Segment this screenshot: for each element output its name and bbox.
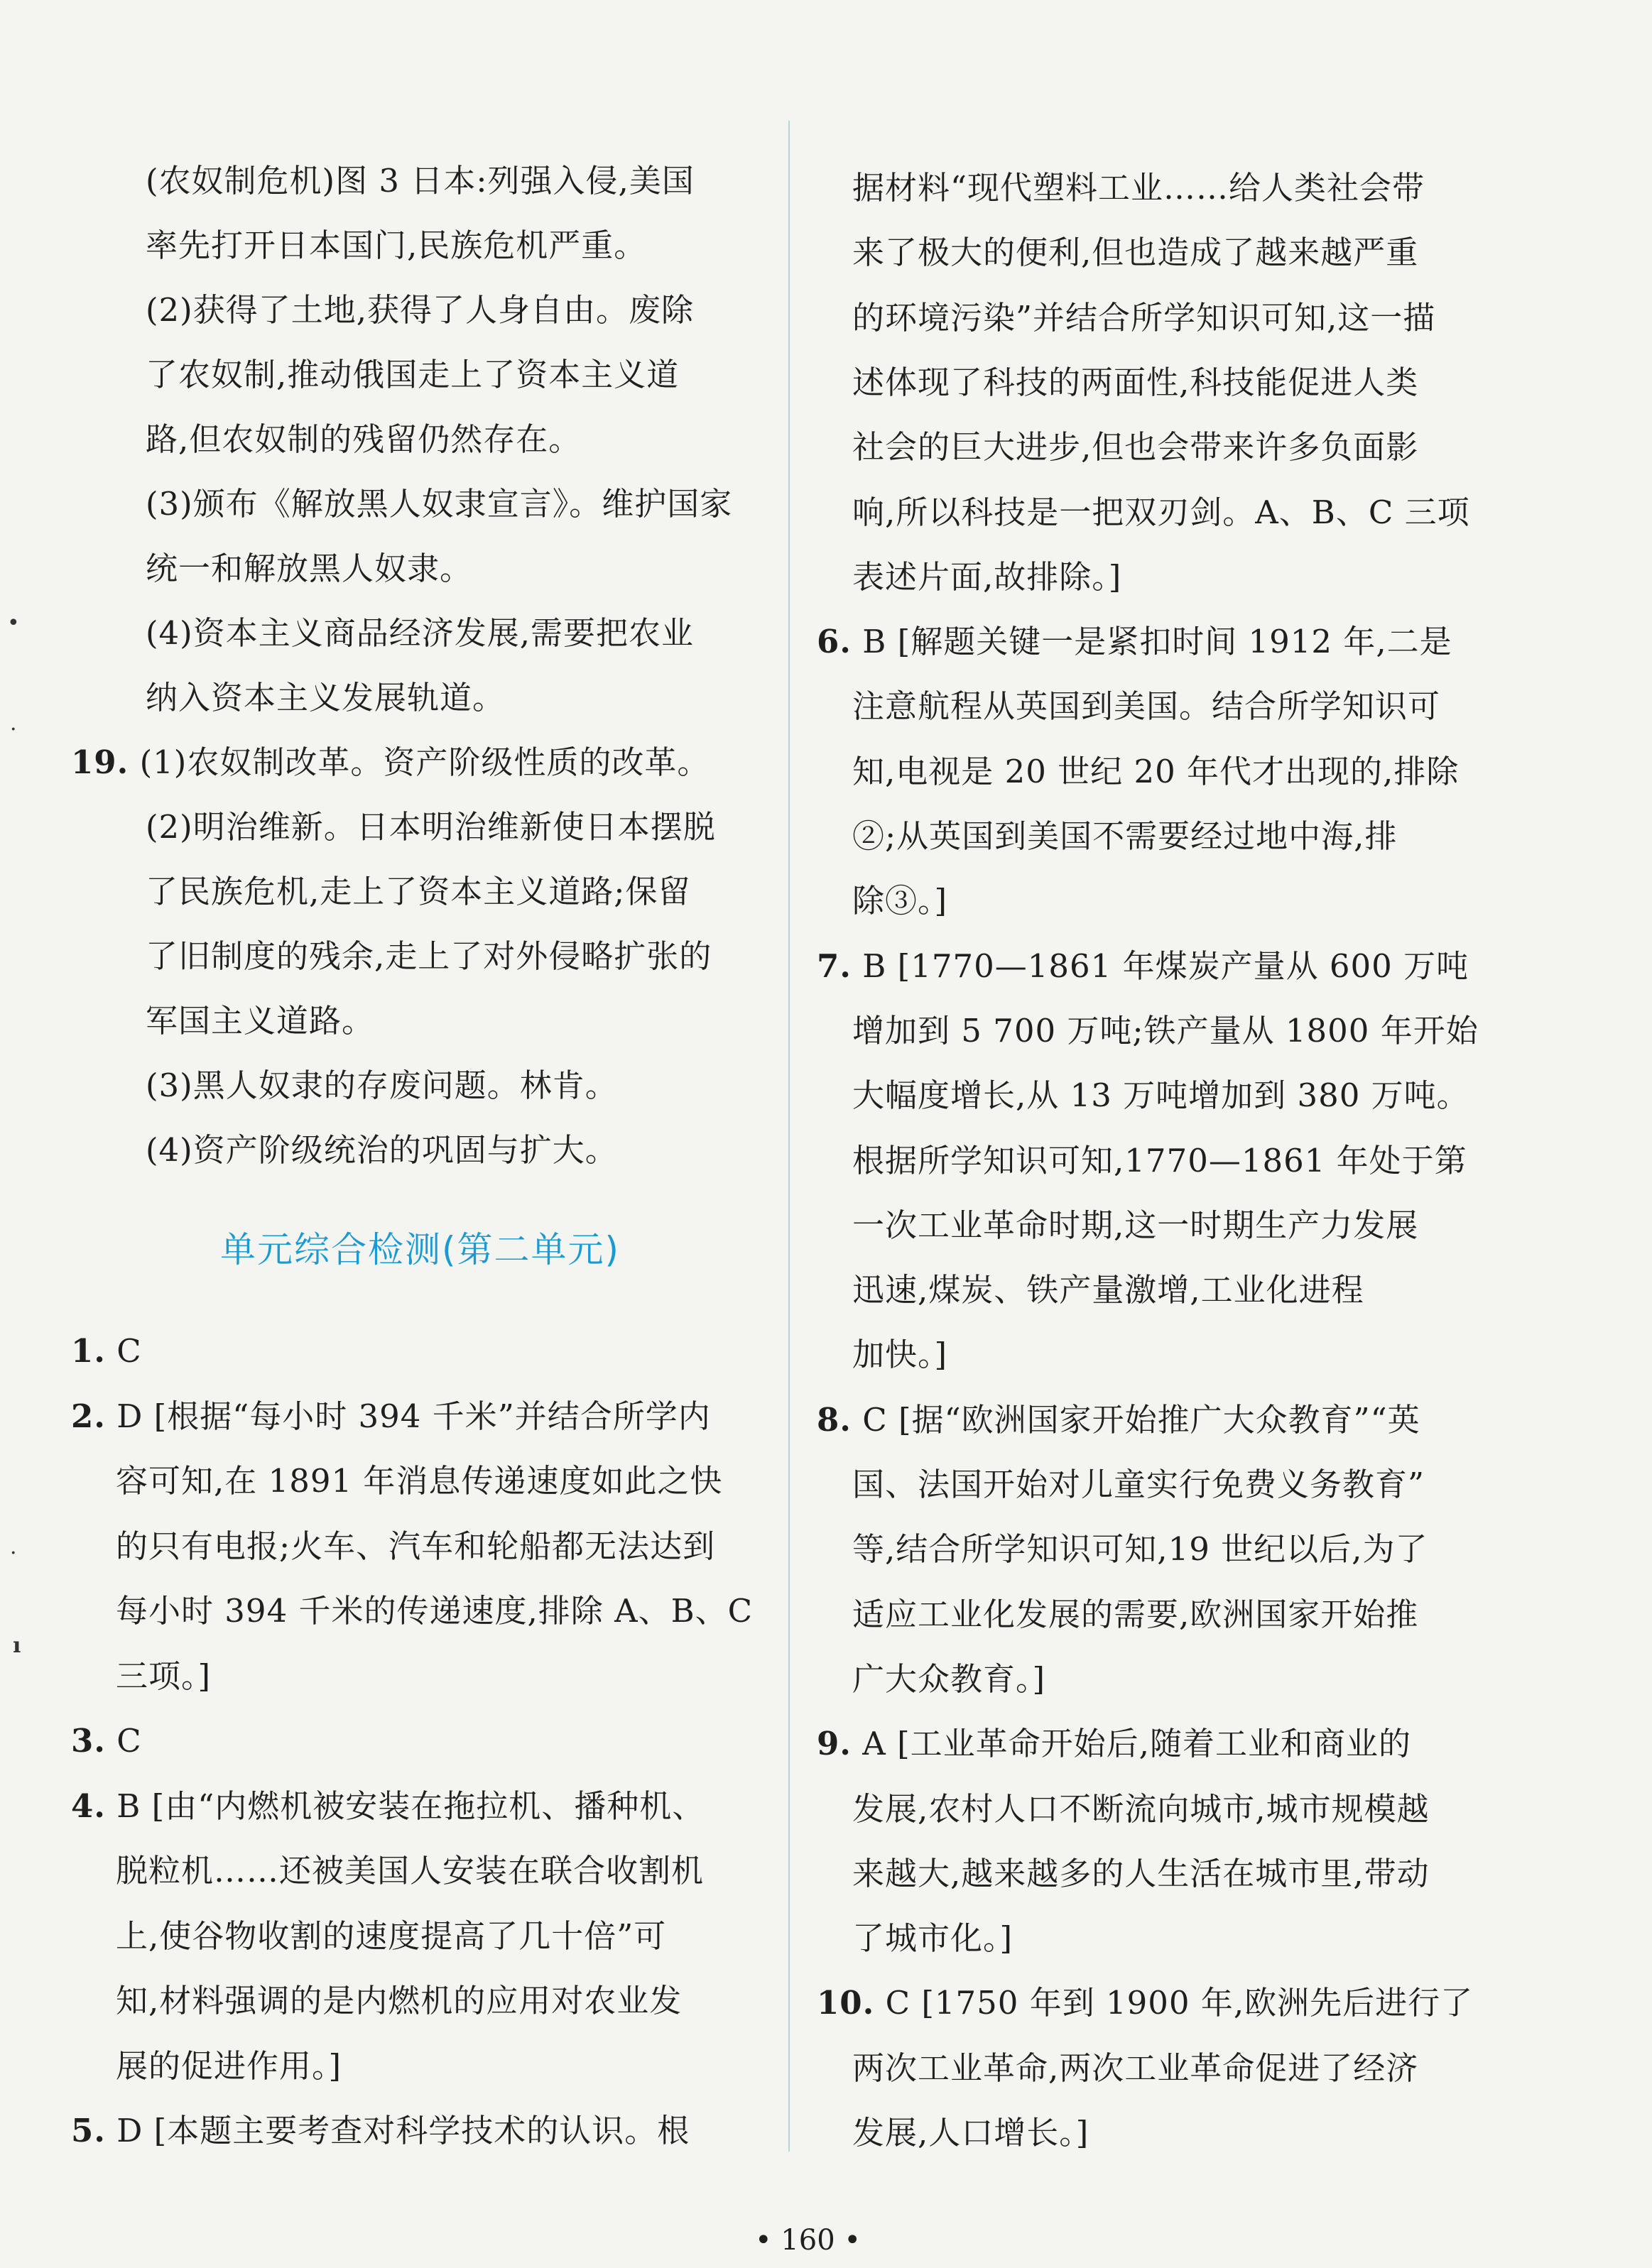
line-text: 响,所以科技是一把双刃剑。A、B、C 三项 bbox=[852, 493, 1470, 531]
text-line bbox=[71, 741, 710, 784]
text-line bbox=[116, 1525, 715, 1568]
question-number: 1. bbox=[71, 1332, 106, 1370]
line-text: B [由“内燃机被安装在拖拉机、播种机、 bbox=[116, 1787, 705, 1825]
line-text: C bbox=[116, 1332, 142, 1370]
line-text: 了农奴制,推动俄国走上了资本主义道 bbox=[146, 356, 680, 393]
column-divider bbox=[788, 121, 790, 2152]
line-text: 脱粒机……还被美国人安装在联合收割机 bbox=[116, 1852, 705, 1890]
line-text: 国、法国开始对儿童实行免费义务教育” bbox=[852, 1466, 1425, 1503]
text-line bbox=[146, 612, 694, 655]
question-number: 9. bbox=[817, 1725, 852, 1763]
text-line bbox=[852, 1658, 1045, 1701]
text-line bbox=[852, 167, 1425, 209]
text-line bbox=[817, 1399, 1420, 1441]
line-text: 一次工业革命时期,这一时期生产力发展 bbox=[852, 1206, 1419, 1244]
line-text: (4)资本主义商品经济发展,需要把农业 bbox=[146, 614, 695, 652]
line-text: (3)黑人奴隶的存废问题。林肯。 bbox=[146, 1067, 618, 1104]
line-text: 统一和解放黑人奴隶。 bbox=[146, 550, 473, 587]
text-line bbox=[146, 1129, 618, 1172]
section-heading: 单元综合检测(第二单元) bbox=[220, 1229, 621, 1270]
text-line bbox=[146, 547, 472, 590]
line-text: 发展,人口增长。] bbox=[852, 2114, 1089, 2152]
text-line bbox=[852, 231, 1418, 274]
line-text: 述体现了科技的两面性,科技能促进人类 bbox=[852, 363, 1419, 401]
line-text: 的环境污染”并结合所学知识可知,这一描 bbox=[852, 298, 1436, 337]
line-text: 发展,农村人口不断流向城市,城市规模越 bbox=[852, 1789, 1430, 1828]
question-number: 7. bbox=[817, 947, 852, 985]
line-text: 了民族危机,走上了资本主义道路;保留 bbox=[146, 873, 691, 910]
text-line bbox=[852, 426, 1418, 469]
text-line bbox=[146, 289, 694, 332]
text-line bbox=[116, 1850, 704, 1892]
text-line bbox=[852, 1010, 1479, 1052]
text-line bbox=[852, 751, 1459, 793]
text-line bbox=[146, 677, 505, 719]
line-text: 两次工业革命,两次工业革命促进了经济 bbox=[852, 2049, 1419, 2087]
text-line bbox=[146, 354, 679, 396]
line-text: 社会的巨大进步,但也会带来许多负面影 bbox=[852, 428, 1419, 467]
question-number: 8. bbox=[817, 1400, 852, 1439]
line-text: D [根据“每小时 394 千米”并结合所学内 bbox=[116, 1397, 711, 1435]
text-line bbox=[71, 2110, 690, 2152]
line-text: ②;从英国到美国不需要经过地中海,排 bbox=[852, 817, 1398, 855]
line-text: 了城市化。] bbox=[852, 1919, 1014, 1958]
text-line bbox=[116, 1590, 753, 1632]
line-text: 广大众教育。] bbox=[852, 1659, 1046, 1698]
text-line bbox=[852, 491, 1470, 534]
text-line bbox=[146, 1000, 374, 1042]
line-text: A [工业革命开始后,随着工业和商业的 bbox=[862, 1725, 1411, 1763]
line-text: C [据“欧洲国家开始推广大众教育”“英 bbox=[862, 1400, 1420, 1439]
question-number: 3. bbox=[71, 1722, 106, 1760]
question-number: 2. bbox=[71, 1397, 106, 1435]
text-line bbox=[71, 1395, 711, 1438]
line-text: 迅速,煤炭、铁产量激增,工业化进程 bbox=[852, 1271, 1364, 1309]
line-text: 纳入资本主义发展轨道。 bbox=[146, 679, 506, 716]
line-text: B [1770—1861 年煤炭产量从 600 万吨 bbox=[862, 947, 1469, 985]
text-line bbox=[146, 871, 690, 913]
line-text: 展的促进作用。] bbox=[116, 2046, 342, 2085]
text-line bbox=[852, 1788, 1430, 1831]
line-text: 的只有电报;火车、汽车和轮船都无法达到 bbox=[116, 1527, 716, 1565]
question-number: 5. bbox=[71, 2112, 106, 2149]
line-text: B [解题关键一是紧扣时间 1912 年,二是 bbox=[862, 623, 1452, 661]
text-line bbox=[852, 1463, 1425, 1506]
line-text: 知,电视是 20 世纪 20 年代才出现的,排除 bbox=[852, 752, 1460, 790]
line-text: (2)获得了土地,获得了人身自由。废除 bbox=[146, 291, 695, 329]
text-line bbox=[71, 1330, 142, 1373]
text-line bbox=[116, 1915, 666, 1958]
text-line bbox=[852, 1269, 1364, 1312]
page-number: • 160 • bbox=[755, 2224, 861, 2257]
line-text: 率先打开日本国门,民族危机严重。 bbox=[146, 227, 647, 264]
text-line bbox=[146, 160, 695, 202]
line-text: 增加到 5 700 万吨;铁产量从 1800 年开始 bbox=[852, 1011, 1479, 1050]
line-text: C bbox=[116, 1722, 142, 1760]
line-text: (2)明治维新。日本明治维新使日本摆脱 bbox=[146, 808, 716, 846]
text-line bbox=[852, 685, 1440, 728]
text-line bbox=[852, 1917, 1013, 1960]
line-text: (4)资产阶级统治的巩固与扩大。 bbox=[146, 1131, 618, 1169]
scan-mark: • bbox=[7, 611, 20, 636]
text-line bbox=[817, 1982, 1473, 2024]
line-text: 了旧制度的残余,走上了对外侵略扩张的 bbox=[146, 937, 712, 975]
line-text: 根据所学知识可知,1770—1861 年处于第 bbox=[852, 1141, 1467, 1179]
line-text: 三项。] bbox=[116, 1657, 212, 1695]
text-line bbox=[71, 1720, 142, 1762]
scan-mark: ı bbox=[13, 1633, 21, 1658]
text-line bbox=[116, 2045, 342, 2088]
text-line bbox=[852, 297, 1435, 339]
text-line bbox=[852, 556, 1121, 599]
line-text: 路,但农奴制的残留仍然存在。 bbox=[146, 420, 582, 458]
line-text: 来了极大的便利,但也造成了越来越严重 bbox=[852, 234, 1419, 272]
text-line bbox=[146, 224, 646, 267]
line-text: 等,结合所学知识可知,19 世纪以后,为了 bbox=[852, 1530, 1428, 1569]
text-line bbox=[852, 1140, 1467, 1182]
text-line bbox=[146, 418, 581, 461]
text-line bbox=[116, 1655, 211, 1698]
question-number: 10. bbox=[817, 1984, 875, 2022]
text-line bbox=[852, 1074, 1469, 1117]
text-line bbox=[852, 2047, 1418, 2090]
line-text: (3)颁布《解放黑人奴隶宣言》。维护国家 bbox=[146, 485, 733, 523]
question-number: 6. bbox=[817, 623, 852, 661]
line-text: (农奴制危机)图 3 日本:列强入侵,美国 bbox=[146, 162, 695, 200]
text-line bbox=[852, 815, 1397, 858]
text-line bbox=[146, 1064, 618, 1107]
text-line bbox=[817, 945, 1469, 988]
line-text: 军国主义道路。 bbox=[146, 1002, 375, 1040]
line-text: 适应工业化发展的需要,欧洲国家开始推 bbox=[852, 1595, 1419, 1633]
line-text: D [本题主要考查对科学技术的认识。根 bbox=[116, 2112, 690, 2149]
line-text: 知,材料强调的是内燃机的应用对农业发 bbox=[116, 1982, 683, 2019]
line-text: 每小时 394 千米的传递速度,排除 A、B、C bbox=[116, 1592, 754, 1630]
line-text: 加快。] bbox=[852, 1336, 948, 1374]
scan-mark: · bbox=[10, 1541, 17, 1566]
line-text: 上,使谷物收割的速度提高了几十倍”可 bbox=[116, 1917, 667, 1955]
line-text: 表述片面,故排除。] bbox=[852, 557, 1122, 596]
line-text: (1)农奴制改革。资产阶级性质的改革。 bbox=[139, 743, 710, 781]
text-line bbox=[146, 483, 732, 525]
text-line bbox=[71, 1785, 705, 1828]
question-number: 19. bbox=[71, 743, 129, 781]
text-line bbox=[852, 361, 1418, 404]
line-text: 容可知,在 1891 年消息传递速度如此之快 bbox=[116, 1462, 723, 1500]
line-text: C [1750 年到 1900 年,欧洲先后进行了 bbox=[885, 1984, 1474, 2022]
text-line bbox=[852, 1853, 1430, 1895]
text-line bbox=[146, 935, 712, 978]
line-text: 注意航程从英国到美国。结合所学知识可 bbox=[852, 687, 1441, 726]
text-line bbox=[852, 1593, 1418, 1636]
line-text: 除③。] bbox=[852, 882, 948, 920]
line-text: 大幅度增长,从 13 万吨增加到 380 万吨。 bbox=[852, 1076, 1469, 1115]
scan-mark: · bbox=[10, 717, 17, 742]
text-line bbox=[852, 2112, 1089, 2154]
line-text: 来越大,越来越多的人生活在城市里,带动 bbox=[852, 1854, 1430, 1892]
text-line bbox=[817, 621, 1452, 663]
text-line bbox=[852, 1528, 1428, 1571]
text-line bbox=[852, 1204, 1418, 1247]
text-line bbox=[116, 1460, 722, 1503]
question-number: 4. bbox=[71, 1787, 106, 1825]
text-line bbox=[146, 806, 716, 849]
line-text: 据材料“现代塑料工业……给人类社会带 bbox=[852, 169, 1425, 207]
text-line bbox=[852, 1334, 947, 1376]
text-line bbox=[817, 1723, 1411, 1765]
text-line bbox=[116, 1980, 682, 2022]
text-line bbox=[852, 880, 947, 922]
